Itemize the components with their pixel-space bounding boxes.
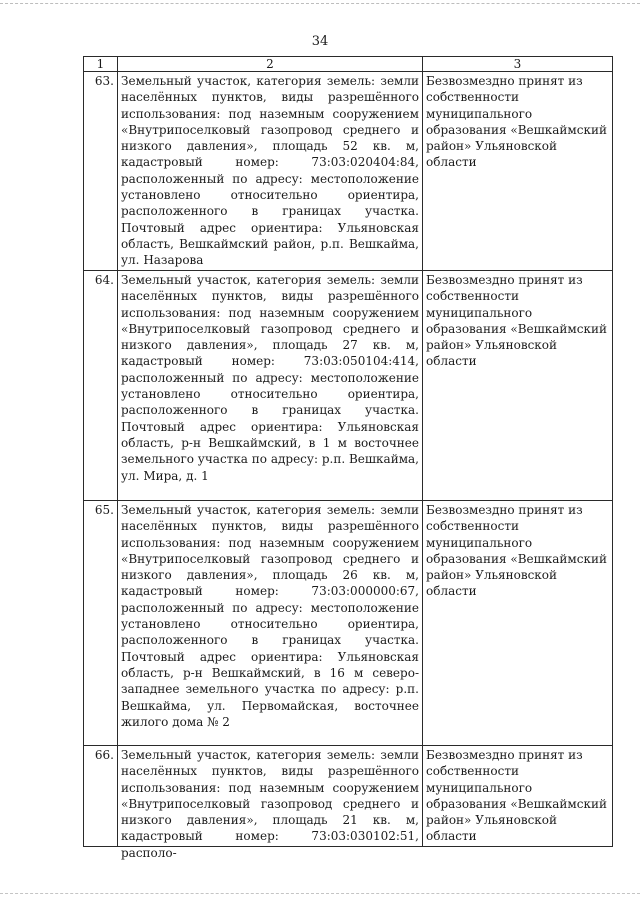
row-number: 66. [84, 746, 118, 847]
row-description [118, 271, 423, 501]
property-registry-table [83, 56, 613, 860]
scan-edge-bottom [0, 893, 640, 894]
row-number: 64. [84, 271, 118, 501]
row-status: Безвозмездно принят из собственности муниципального образования «Вешкаймский район» Ульяновской области [423, 72, 613, 271]
row-description-text: Земельный участок, категория земель: земли населённых пунктов, виды разрешённого использования: под наземным сооружением «Внутрипоселковый газопровод среднего и низкого давления», площадь 21 кв. м, кадастровый номер: 73:03:030102:51, располо- [121, 748, 419, 860]
row-description [118, 72, 423, 271]
table-header-row [84, 57, 613, 72]
column-header-description: 2 [118, 57, 423, 72]
row-number: 63. [84, 72, 118, 271]
page-number: 34 [311, 34, 329, 49]
table-row [84, 501, 613, 746]
row-number: 65. [84, 501, 118, 746]
table-row [84, 72, 613, 271]
row-description-text: Земельный участок, категория земель: земли населённых пунктов, виды разрешённого использования: под наземным сооружением «Внутрипоселковый газопровод среднего и низкого давления», площадь 52 кв. м, кадастровый номер: 73:03:020404:84, расположенный по адресу: местоположение установлено относительно ориентира, расположенного в границах участка. Почтовый адрес ориентира: Ульяновская область, Вешкаймский район, р.п. Вешкайма, ул. Назарова [121, 74, 419, 268]
scan-edge-top [0, 3, 640, 4]
row-status: Безвозмездно принят из собственности муниципального образования «Вешкаймский район» Ульяновской области [423, 746, 613, 847]
row-description [118, 746, 423, 860]
column-header-status: 3 [423, 57, 613, 72]
table-row [84, 746, 613, 847]
row-description [118, 501, 423, 746]
row-status: Безвозмездно принят из собственности муниципального образования «Вешкаймский район» Ульяновской области [423, 501, 613, 746]
row-status: Безвозмездно принят из собственности муниципального образования «Вешкаймский район» Ульяновской области [423, 271, 613, 501]
row-description-text: Земельный участок, категория земель: земли населённых пунктов, виды разрешённого использования: под наземным сооружением «Внутрипоселковый газопровод среднего и низкого давления», площадь 26 кв. м, кадастровый номер: 73:03:000000:67, расположенный по адресу: местоположение установлено относительно ориентира, расположенного в границах участка. Почтовый адрес ориентира: Ульяновская область, р-н Вешкаймский, в 16 м северо-западнее земельного участка по адресу: р.п. Вешкайма, ул. Первомайская, восточнее жилого дома № 2 [121, 503, 419, 729]
table-row [84, 271, 613, 501]
row-description-text: Земельный участок, категория земель: земли населённых пунктов, виды разрешённого использования: под наземным сооружением «Внутрипоселковый газопровод среднего и низкого давления», площадь 27 кв. м, кадастровый номер: 73:03:050104:414, расположенный по адресу: местоположение установлено относительно ориентира, расположенного в границах участка. Почтовый адрес ориентира: Ульяновская область, р-н Вешкаймский, в 1 м восточнее земельного участка по адресу: р.п. Вешкайма, ул. Мира, д. 1 [121, 273, 419, 483]
column-header-number: 1 [84, 57, 118, 72]
